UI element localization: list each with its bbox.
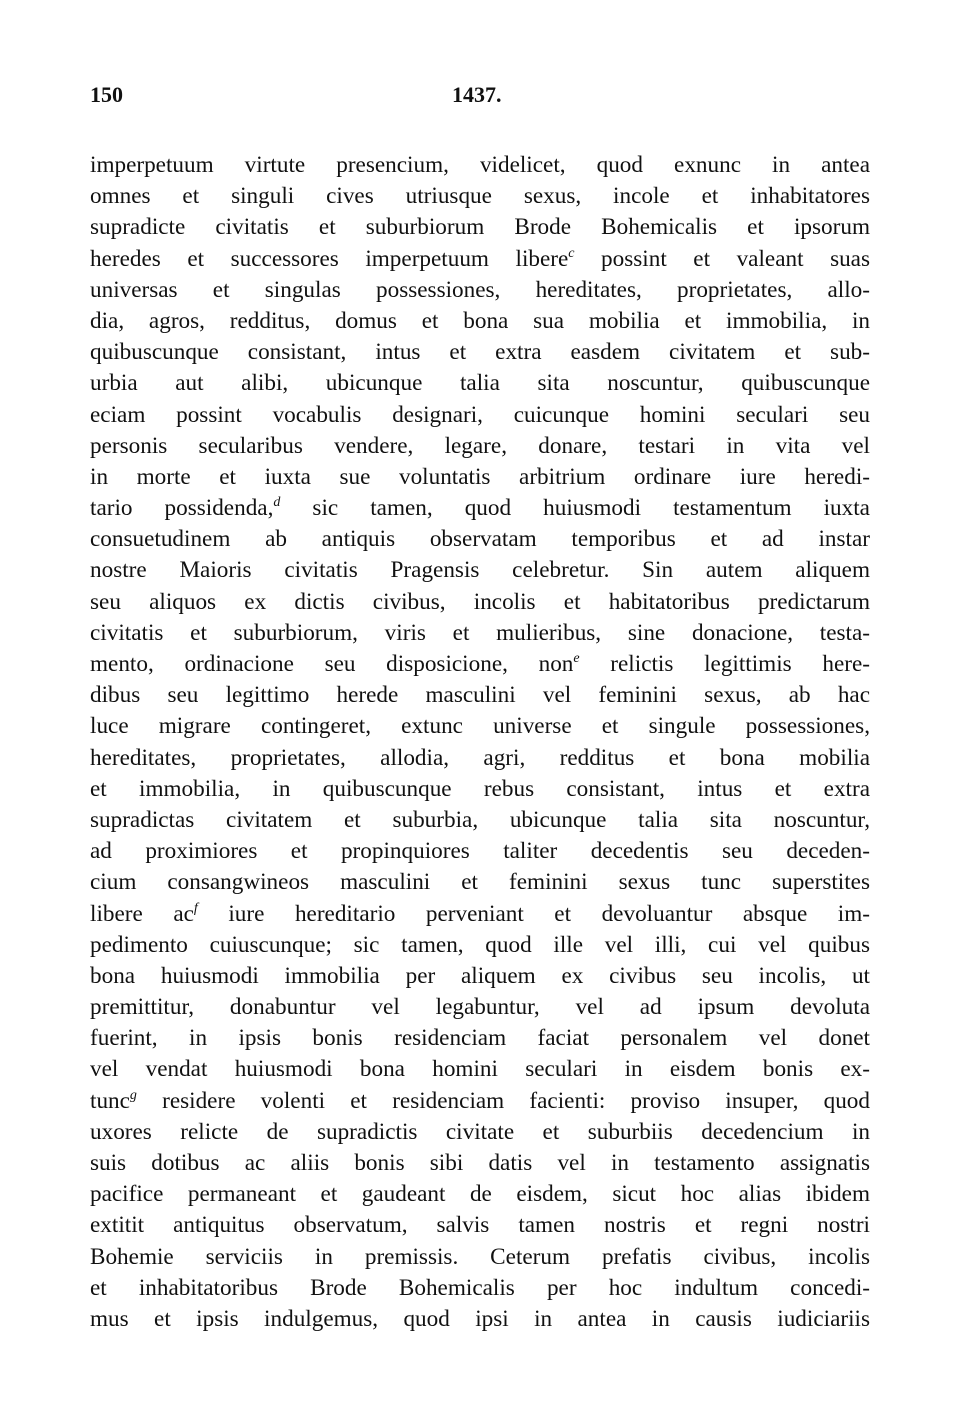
text-line: supradicte civitatis et suburbiorum Brode Bohemicalis et ipsorum [90,214,870,241]
text-line: supradictas civitatem et suburbia, ubicunque talia sita noscuntur, [90,806,870,833]
text-line: civitatis et suburbiorum, viris et mulieribus, sine donacione, testa- [90,619,870,646]
running-head-year: 1437. [452,82,502,107]
footnote-mark: e [573,651,580,666]
text-line: personis secularibus vendere, legare, donare, testari in vita vel [90,432,870,459]
text-line: et inhabitatoribus Brode Bohemicalis per hoc indultum concedi- [90,1274,870,1301]
text-line: heredes et successores imperpetuum libere$^c$ possint et valeant suas [90,245,870,272]
footnote-mark: c [568,245,575,261]
text-line: hereditates, proprietates, allodia, agri, redditus et bona mobilia [90,744,870,771]
footnote-mark: g [129,1087,137,1103]
text-line: premittitur, donabuntur vel legabuntur, vel ad ipsum devoluta [90,994,870,1021]
running-head [90,82,870,118]
text-line: mento, ordinacione seu disposicione, non$^e$ relictis legittimis here- [90,651,870,677]
text-line: dibus seu legittimo herede masculini vel feminini sexus, ab hac [90,682,870,709]
text-line: imperpetuum virtute presencium, videlicet, quod exnunc in antea [90,152,870,178]
text-line: suis dotibus ac aliis bonis sibi datis vel in testamento assignatis [90,1150,870,1176]
text-line: luce migrare contingeret, extunc universe et singule possessiones, [90,713,870,740]
text-line: libere $ac^f$ iure hereditario perveniant et devoluantur absque im- [90,900,871,927]
text-line: in morte et iuxta sue voluntatis arbitrium ordinare iure heredi- [90,463,870,490]
text-line: uxores relicte de supradictis civitate et suburbiis decedencium in [90,1118,870,1145]
text-line: extitit antiquitus observatum, salvis tamen nostris et regni nostri [90,1212,870,1239]
text-line: omnes et singuli cives utriusque sexus, incole et inhabitatores [90,183,870,210]
text-line: nostre Maioris civitatis Pragensis celebretur. Sin autem aliquem [90,557,870,584]
text-line: vel vendat huiusmodi bona homini seculari in eisdem bonis ex- [90,1056,870,1083]
text-line: quibuscunque consistant, intus et extra easdem civitatem et sub- [90,339,870,366]
text-line: universas et singulas possessiones, hereditates, proprietates, allo- [90,276,870,303]
text-line: et immobilia, in quibuscunque rebus consistant, intus et extra [90,775,870,802]
text-line: fuerint, in ipsis bonis residenciam faciat personalem vel donet [90,1025,870,1052]
text-line: eciam possint vocabulis designari, cuicunque homini seculari seu [90,401,870,428]
footnote-mark: f [193,900,198,916]
text-line: pacifice permaneant et gaudeant de eisdem, sicut hoc alias ibidem [90,1181,870,1208]
text-line: seu aliquos ex dictis civibus, incolis et habitatoribus predictarum [90,588,870,615]
text-line: consuetudinem ab antiquis observatam temporibus et ad instar [90,526,870,553]
text-line: tario possidenda,$^d$ sic tamen, quod huiusmodi testamentum iuxta [90,495,870,522]
text-line: cium consangwineos masculini et feminini sexus tunc superstites [90,869,870,896]
text-line: ad proximiores et propinquiores taliter decedentis seu deceden- [90,838,870,865]
body-text [90,150,870,1335]
text-line: Bohemie serviciis in premissis. Ceterum prefatis civibus, incolis [90,1243,870,1270]
text-line: dia, agros, redditus, domus et bona sua mobilia et immobilia, in [90,307,870,334]
footnote-mark: d [273,495,281,511]
text-line: bona huiusmodi immobilia per aliquem ex civibus seu incolis, ut [90,962,870,989]
text-line: urbia aut alibi, ubicunque talia sita noscuntur, quibuscunque [90,370,870,397]
text-line: tunc$^g$ residere volenti et residenciam facienti: proviso insuper, quod [90,1087,870,1114]
document-page [90,82,870,1335]
page-number: 150 [90,82,123,107]
text-line: mus et ipsis indulgemus, quod ipsi in antea in causis iudiciariis [90,1305,870,1332]
text-line: pedimento cuiuscunque; sic tamen, quod ille vel illi, cui vel quibus [90,931,870,958]
